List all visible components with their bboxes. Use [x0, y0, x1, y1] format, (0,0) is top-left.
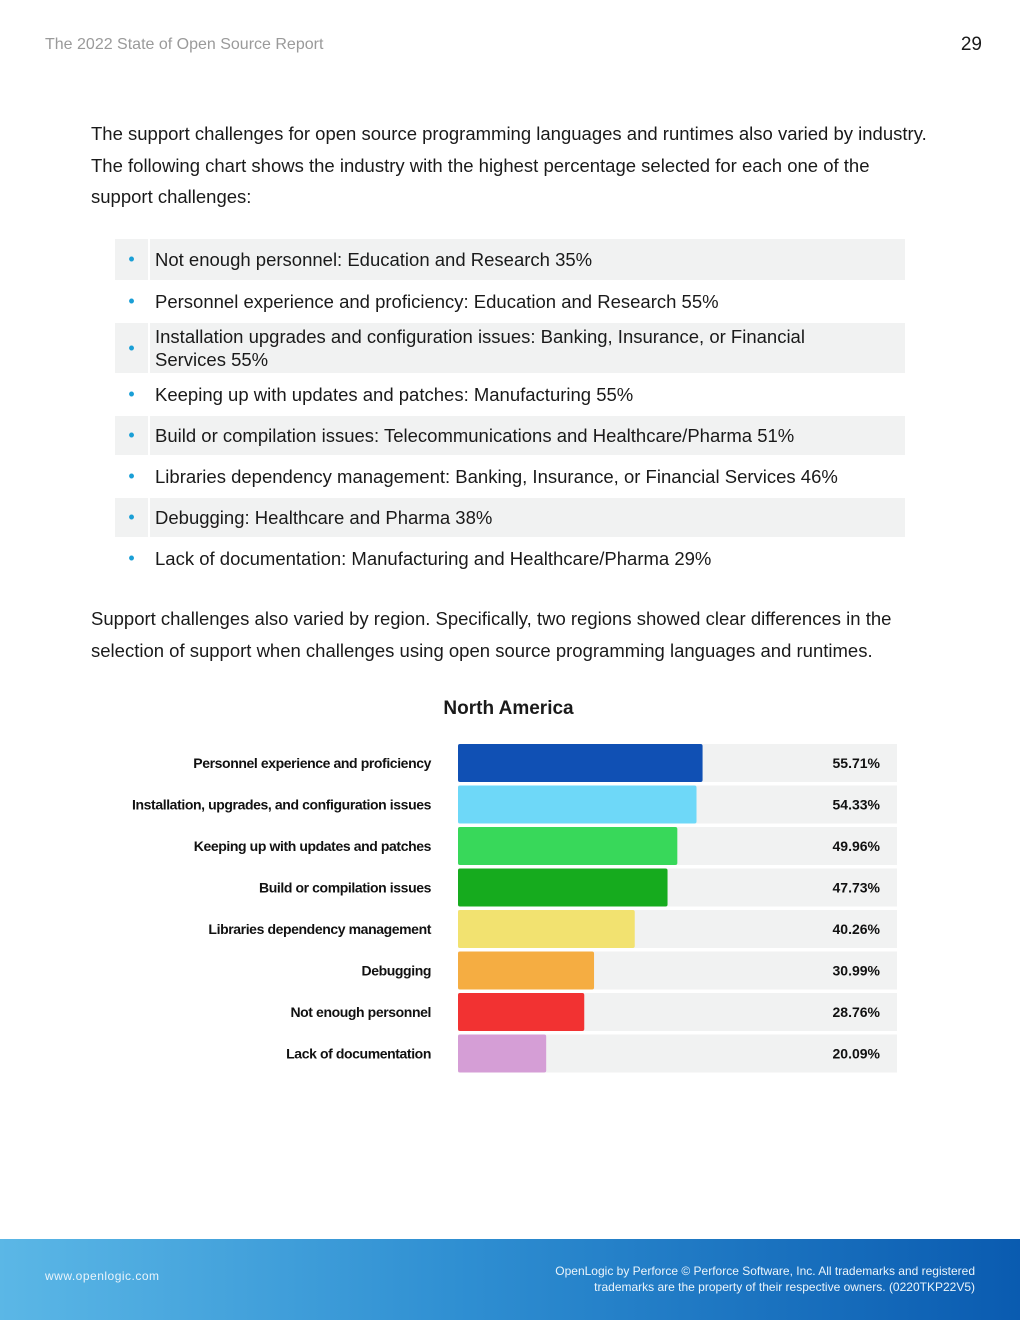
bar	[458, 993, 584, 1031]
bullet-icon: •	[115, 457, 148, 496]
category-label: Installation, upgrades, and configuration issues	[132, 796, 431, 813]
footer-bar	[0, 1239, 1020, 1320]
bullet-icon: •	[115, 498, 150, 537]
footer-url[interactable]: www.openlogic.com	[45, 1269, 160, 1283]
list-item-text: Debugging: Healthcare and Pharma 38%	[155, 507, 493, 528]
bar	[458, 1035, 546, 1073]
intro-paragraph: The support challenges for open source programming languages and runtimes also varied by industry. The following chart shows the industry with the highest percentage selected for each one of the support challenges:	[91, 123, 927, 207]
list-item-text: Lack of documentation: Manufacturing and Healthcare/Pharma 29%	[155, 548, 712, 569]
category-label: Personnel experience and proficiency	[193, 755, 431, 771]
category-label: Build or compilation issues	[258, 879, 431, 896]
bullet-icon: •	[115, 539, 148, 578]
value-label: 55.71%	[832, 755, 880, 771]
category-label: Lack of documentation	[286, 1045, 431, 1062]
list-item-text: Build or compilation issues: Telecommunications and Healthcare/Pharma 51%	[155, 425, 795, 446]
page-number: 29	[960, 34, 982, 55]
bar	[458, 786, 697, 824]
bullet-icon: •	[115, 282, 148, 321]
value-label: 49.96%	[832, 838, 880, 854]
list-item-text: Not enough personnel: Education and Research 35%	[155, 249, 593, 270]
bullet-icon: •	[115, 416, 150, 455]
footer-legal-line-1: OpenLogic by Perforce © Perforce Software, Inc. All trademarks and registered	[555, 1264, 975, 1278]
value-label: 20.09%	[832, 1045, 880, 1062]
category-label: Libraries dependency management	[208, 921, 431, 937]
bar	[458, 827, 677, 865]
bar	[458, 910, 635, 948]
footer-legal-text	[515, 1264, 975, 1295]
bar	[458, 952, 594, 990]
bullet-icon: •	[115, 375, 148, 414]
category-label: Not enough personnel	[290, 1004, 431, 1020]
value-label: 40.26%	[832, 921, 880, 937]
list-item-text: Keeping up with updates and patches: Manufacturing 55%	[155, 384, 634, 405]
bullet-icon: •	[115, 323, 150, 373]
bar	[458, 744, 703, 782]
bar	[458, 869, 668, 907]
bullet-icon: •	[115, 239, 150, 280]
value-label: 28.76%	[832, 1004, 880, 1020]
list-item-text: Libraries dependency management: Banking, Insurance, or Financial Services 46%	[155, 466, 838, 487]
report-title: The 2022 State of Open Source Report	[45, 36, 324, 53]
region-paragraph: Support challenges also varied by region. Specifically, two regions showed clear differences in the selection of support when challenges using open source programming languages and runtimes.	[91, 608, 892, 661]
list-item-text: Personnel experience and proficiency: Education and Research 55%	[155, 291, 719, 312]
list-item-text: Installation upgrades and configuration issues: Banking, Insurance, or Financial Services 55%	[155, 326, 805, 370]
value-label: 30.99%	[832, 962, 880, 979]
footer-legal-line-2: trademarks are the property of their respective owners. (0220TKP22V5)	[594, 1279, 975, 1294]
category-label: Keeping up with updates and patches	[193, 838, 431, 854]
value-label: 47.73%	[832, 879, 880, 896]
value-label: 54.33%	[832, 796, 880, 813]
category-label: Debugging	[361, 962, 431, 979]
chart-title: North America	[443, 698, 574, 719]
